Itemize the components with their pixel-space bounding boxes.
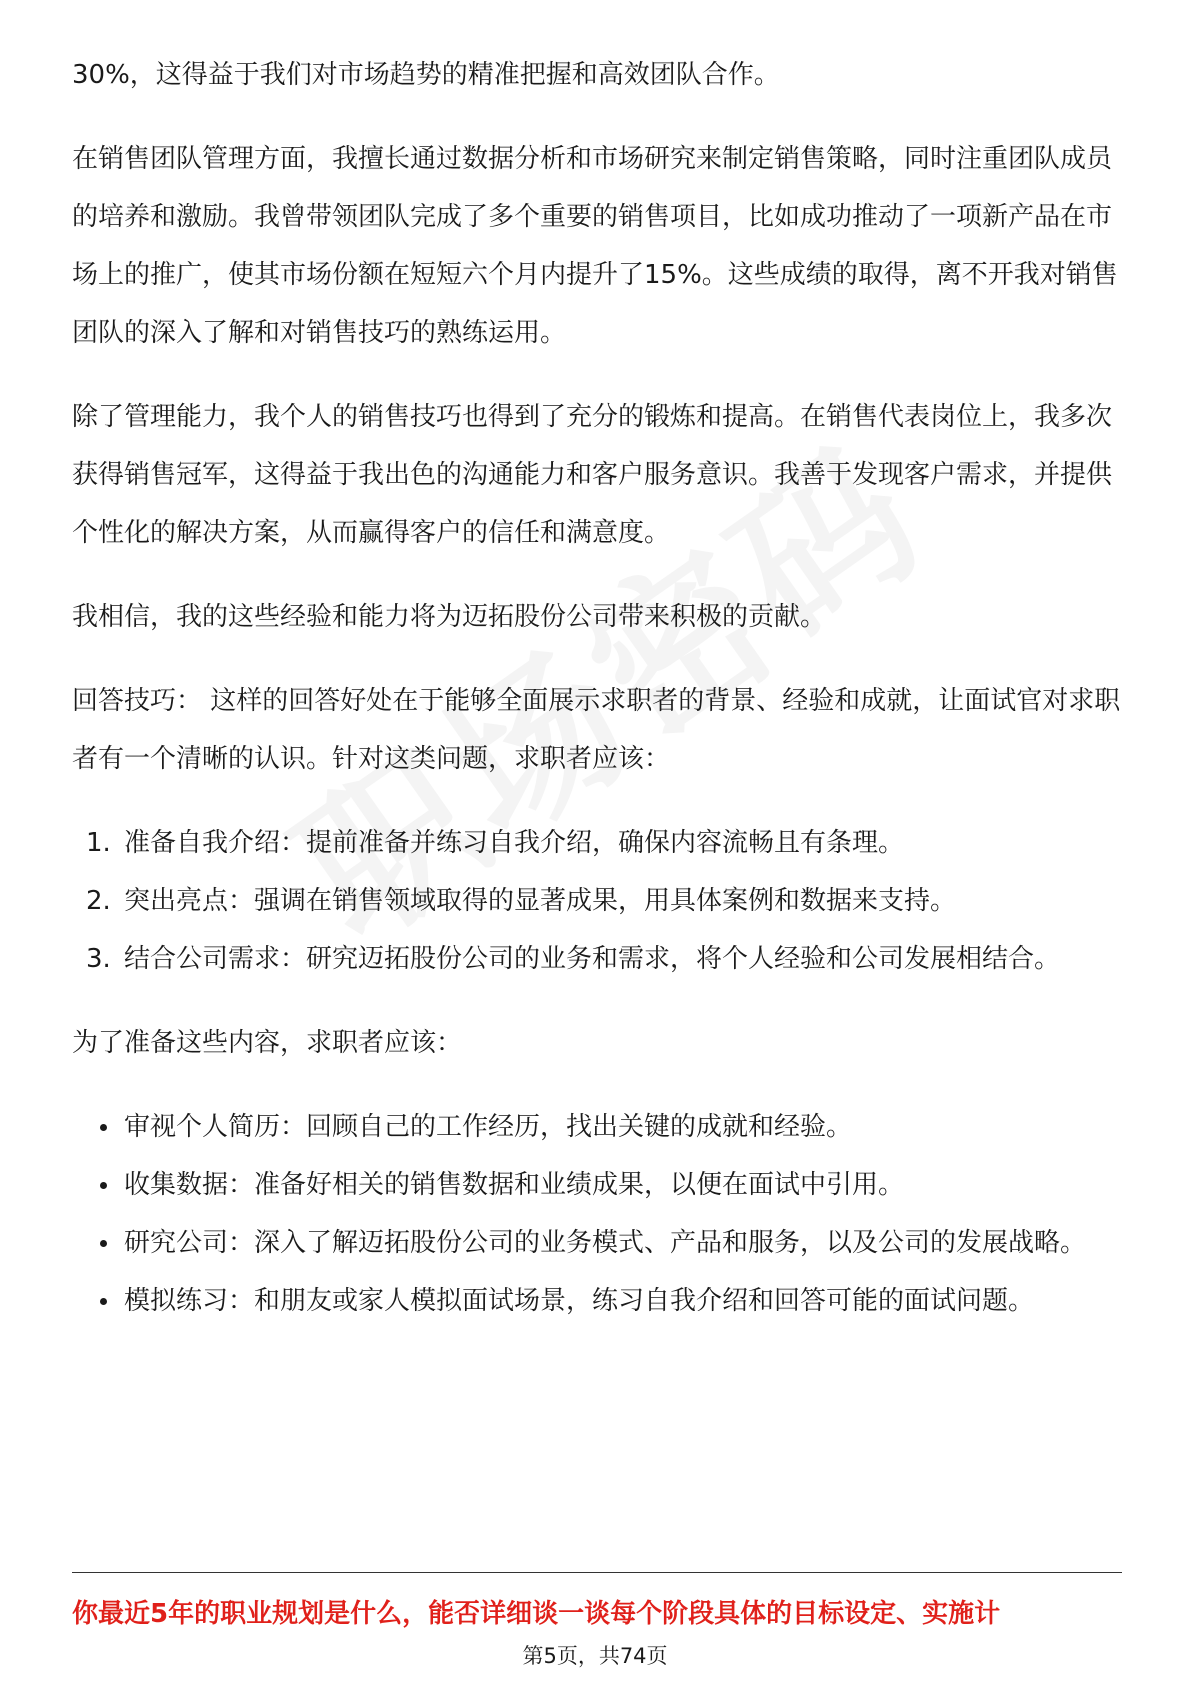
list-item-text: 审视个人简历：回顾自己的工作经历，找出关键的成就和经验。	[124, 1112, 853, 1142]
paragraph-4: 我相信，我的这些经验和能力将为迈拓股份公司带来积极的贡献。	[72, 602, 827, 632]
list-item	[72, 1272, 1122, 1330]
list-number: 3.	[86, 944, 111, 974]
bullet-icon	[100, 1182, 107, 1189]
bullet-icon	[100, 1124, 107, 1131]
next-question-heading: 你最近5年的职业规划是什么，能否详细谈一谈每个阶段具体的目标设定、实施计	[72, 1599, 1001, 1629]
list-item-text: 准备自我介绍：提前准备并练习自我介绍，确保内容流畅且有条理。	[124, 828, 905, 858]
numbered-list	[72, 814, 1122, 988]
list-number: 2.	[86, 886, 111, 916]
list-item	[72, 930, 1122, 988]
list-item-text: 结合公司需求：研究迈拓股份公司的业务和需求，将个人经验和公司发展相结合。	[124, 944, 1061, 974]
list-item-text: 研究公司：深入了解迈拓股份公司的业务模式、产品和服务，以及公司的发展战略。	[124, 1228, 1087, 1258]
bullet-icon	[100, 1240, 107, 1247]
bullet-list	[72, 1098, 1122, 1330]
list-item	[72, 814, 1122, 872]
list-item	[72, 872, 1122, 930]
prepare-paragraph: 为了准备这些内容，求职者应该：	[72, 1028, 463, 1058]
list-item-text: 突出亮点：强调在销售领域取得的显著成果，用具体案例和数据来支持。	[124, 886, 957, 916]
paragraph-1: 30%，这得益于我们对市场趋势的精准把握和高效团队合作。	[72, 60, 780, 90]
list-item-text: 收集数据：准备好相关的销售数据和业绩成果，以便在面试中引用。	[124, 1170, 905, 1200]
paragraph-3: 除了管理能力，我个人的销售技巧也得到了充分的锻炼和提高。在销售代表岗位上，我多次获得销售冠军，这得益于我出色的沟通能力和客户服务意识。我善于发现客户需求，并提供个性化的解决方案，从而赢得客户的信任和满意度。	[72, 402, 1113, 548]
document-body	[72, 46, 1122, 1330]
list-item	[72, 1214, 1122, 1272]
list-item	[72, 1156, 1122, 1214]
list-item-text: 模拟练习：和朋友或家人模拟面试场景，练习自我介绍和回答可能的面试问题。	[124, 1286, 1035, 1316]
list-item	[72, 1098, 1122, 1156]
answer-tips-paragraph: 回答技巧： 这样的回答好处在于能够全面展示求职者的背景、经验和成就，让面试官对求职者有一个清晰的认识。针对这类问题，求职者应该：	[72, 686, 1121, 774]
bullet-icon	[100, 1298, 107, 1305]
page-number: 第5页，共74页	[522, 1644, 668, 1668]
footer-divider	[72, 1572, 1122, 1573]
paragraph-2: 在销售团队管理方面，我擅长通过数据分析和市场研究来制定销售策略，同时注重团队成员的培养和激励。我曾带领团队完成了多个重要的销售项目，比如成功推动了一项新产品在市场上的推广，使其市场份额在短短六个月内提升了15%。这些成绩的取得，离不开我对销售团队的深入了解和对销售技巧的熟练运用。	[72, 144, 1118, 348]
list-number: 1.	[86, 828, 111, 858]
